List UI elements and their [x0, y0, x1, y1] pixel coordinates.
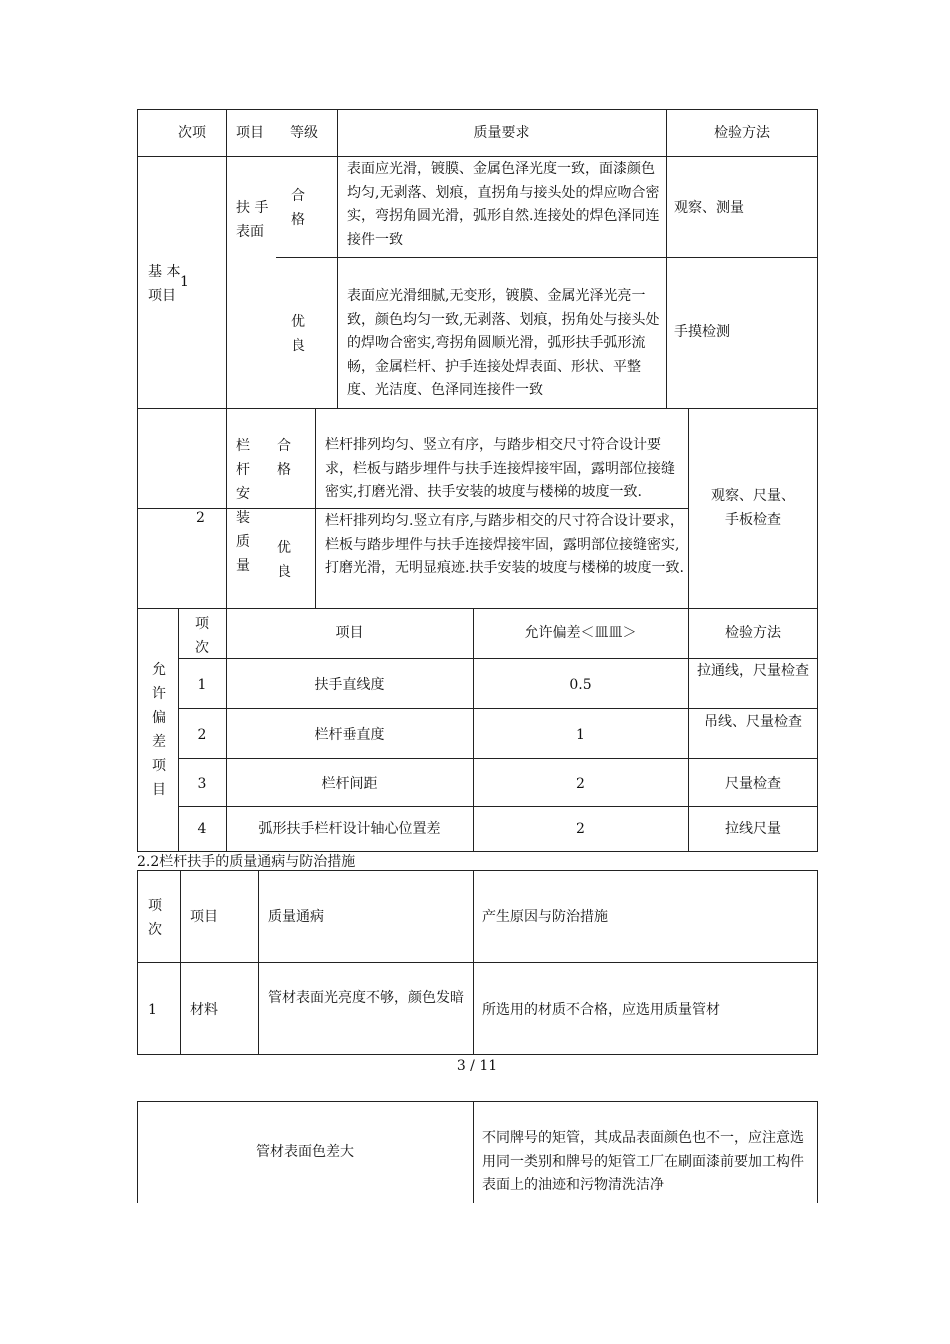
- tolerance-row-method: 尺量检查: [725, 776, 781, 792]
- row1-number: 1: [180, 274, 189, 290]
- section-title: 2.2栏杆扶手的质量通病与防治措施: [137, 854, 356, 870]
- row1-grade-good: 优 良: [291, 314, 305, 354]
- tolerance-label: 允 许 偏 差 项 目: [152, 662, 166, 798]
- defects-header-no: 项 次: [148, 898, 162, 938]
- row1-method-pass: 观察、测量: [674, 200, 744, 216]
- basic-items-label: 基 本 项目: [148, 264, 181, 304]
- row1-req-pass: 表面应光滑，镀膜、金属色泽光度一致，面漆颜色均匀,无剥落、划痕，直拐角与接头处的焊应吻合密实，弯拐角圆光滑，弧形自然.连接处的焊色泽同连接件一致: [347, 161, 660, 248]
- defects-row-defect: 管材表面光亮度不够，颜色发暗: [268, 990, 464, 1006]
- row1-grade-pass: 合 格: [291, 188, 305, 228]
- row2-grade-good: 优 良: [277, 540, 291, 580]
- row2-number: 2: [196, 510, 205, 526]
- row2-req-pass: 栏杆排列均匀、竖立有序，与踏步相交尺寸符合设计要求，栏板与踏步埋件与扶手连接焊接牢固，露明部位接缝密实,打磨光滑、扶手安装的坡度与楼梯的坡度一致.: [325, 437, 675, 500]
- header-cixiang: 次项: [178, 125, 206, 141]
- header-xiangmu: 项目: [236, 125, 264, 141]
- row2-grade-pass: 合 格: [277, 438, 291, 478]
- tolerance-row-item: 弧形扶手栏杆设计轴心位置差: [258, 821, 441, 837]
- tolerance-row-method: 拉线尺量: [725, 821, 781, 837]
- row1-method-good: 手摸检测: [674, 324, 730, 340]
- page-number: 3 / 11: [456, 1058, 498, 1074]
- tolerance-row-item: 栏杆间距: [321, 776, 378, 792]
- tolerance-header-no: 项 次: [195, 616, 209, 656]
- header-method: 检验方法: [714, 125, 770, 141]
- tolerance-row-no: 4: [197, 821, 207, 837]
- tolerance-row-item: 栏杆垂直度: [314, 727, 385, 743]
- tolerance-row-dev: 0.5: [569, 677, 592, 693]
- tolerance-row-item: 扶手直线度: [314, 677, 385, 693]
- defects-header-cause: 产生原因与防治措施: [482, 909, 608, 925]
- tolerance-row-method: 拉通线，尺量检查: [697, 663, 809, 679]
- defects-row-cause: 所选用的材质不合格，应选用质量管材: [482, 1002, 720, 1018]
- tolerance-row-dev: 1: [576, 727, 585, 743]
- row2-item: 栏 杆 安 装 质 量: [236, 438, 250, 574]
- tolerance-row-no: 3: [197, 776, 207, 792]
- tolerance-row-no: 1: [197, 677, 207, 693]
- row1-item: 扶 手 表面: [236, 200, 269, 240]
- continued-cause: 不同牌号的矩管，其成品表面颜色也不一，应注意选用同一类别和牌号的矩管工厂在刷面漆前要加工构件表面上的油迹和污物清洗洁净: [482, 1130, 804, 1193]
- row2-method: 观察、尺量、 手板检查: [711, 488, 795, 528]
- header-dengji: 等级: [290, 125, 318, 141]
- tolerance-row-dev: 2: [576, 821, 585, 837]
- header-quality-req: 质量要求: [473, 125, 530, 141]
- tolerance-header-method: 检验方法: [725, 625, 781, 641]
- continued-defect: 管材表面色差大: [256, 1144, 354, 1160]
- defects-header-item: 项目: [190, 909, 218, 925]
- tolerance-header-item: 项目: [335, 625, 364, 641]
- row2-req-good: 栏杆排列均匀.竖立有序,与踏步相交的尺寸符合设计要求，栏板与踏步埋件与扶手连接焊接牢固，露明部位接缝密实,打磨光滑，无明显痕迹.扶手安装的坡度与楼梯的坡度一致.: [325, 513, 684, 576]
- defects-row-no: 1: [148, 1002, 157, 1018]
- row1-req-good: 表面应光滑细腻,无变形，镀膜、金属光泽光亮一致，颜色均匀一致,无剥落、划痕，拐角处与接头处的焊吻合密实,弯拐角圆顺光滑，弧形扶手弧形流畅，金属栏杆、护手连接处焊表面、形状、平整度、光洁度、色泽同连接件一致: [347, 288, 660, 398]
- tolerance-row-no: 2: [197, 727, 207, 743]
- defects-row-item: 材料: [190, 1002, 218, 1018]
- tolerance-row-method: 吊线、尺量检查: [704, 714, 802, 730]
- defects-header-defect: 质量通病: [268, 909, 324, 925]
- tolerance-header-dev: 允许偏差＜皿皿＞: [524, 625, 637, 641]
- tolerance-row-dev: 2: [576, 776, 585, 792]
